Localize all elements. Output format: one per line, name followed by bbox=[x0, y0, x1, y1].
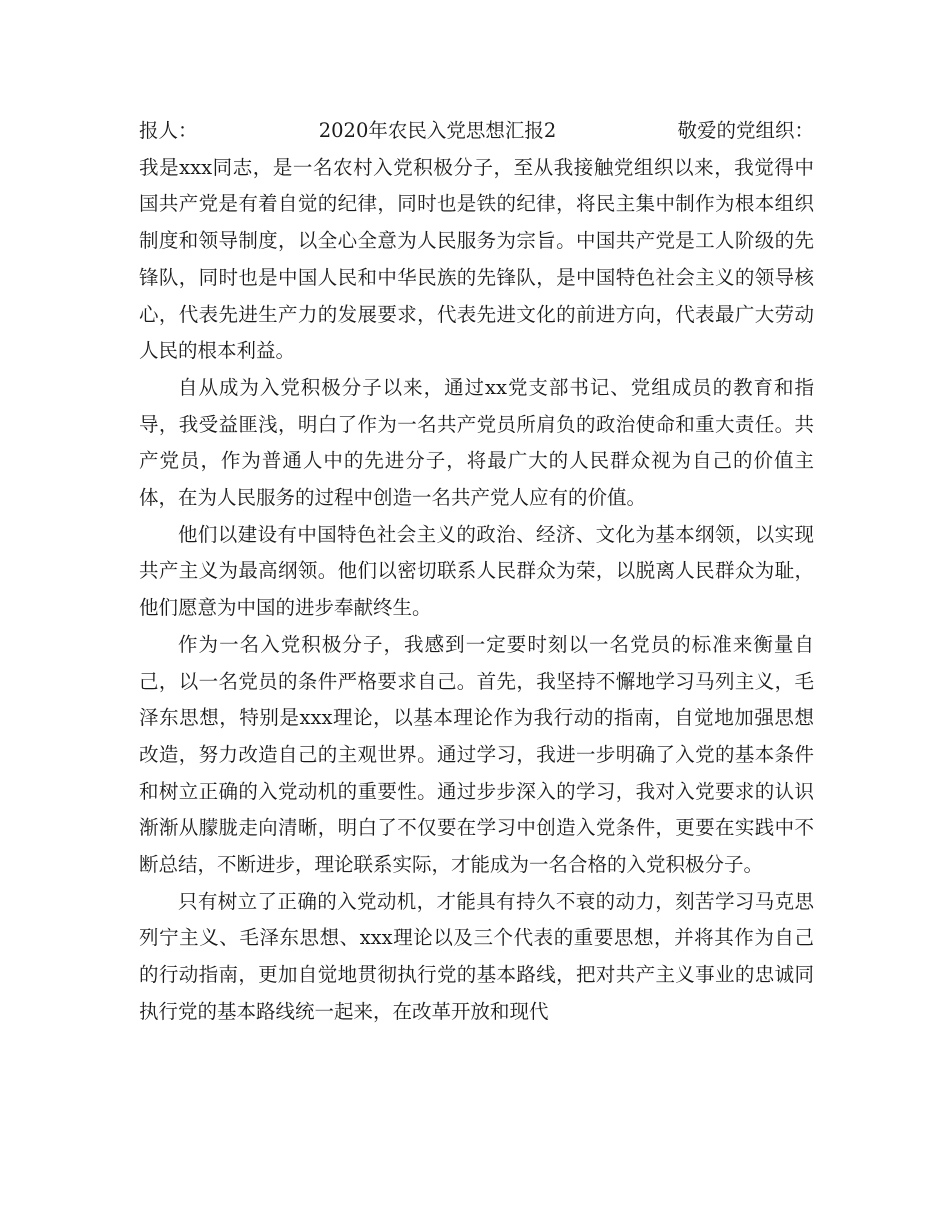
header-line bbox=[139, 113, 814, 150]
paragraph-2: 自从成为入党积极分子以来，通过xx党支部书记、党组成员的教育和指导，我受益匪浅，明白了作为一名共产党员所肩负的政治使命和重大责任。共产党员，作为普通人中的先进分子，将最广大的人民群众视为自己的价值主体，在为人民服务的过程中创造一名共产党人应有的价值。 bbox=[139, 375, 814, 510]
document-title: 2020年农民入党思想汇报2 bbox=[318, 119, 557, 142]
salutation: 敬爱的党组织： bbox=[677, 119, 814, 142]
paragraph-4: 作为一名入党积极分子，我感到一定要时刻以一名党员的标准来衡量自己，以一名党员的条件严格要求自己。首先，我坚持不懈地学习马列主义，毛泽东思想，特别是xxx理论，以基本理论作为我行动的指南，自觉地加强思想改造，努力改造自己的主观世界。通过学习，我进一步明确了入党的基本条件和树立正确的入党动机的重要性。通过步步深入的学习，我对入党要求的认识渐渐从朦胧走向清晰，明白了不仅要在学习中创造入党条件，更要在实践中不断总结，不断进步，理论联系实际，才能成为一名合格的入党积极分子。 bbox=[139, 632, 814, 877]
paragraph-3: 他们以建设有中国特色社会主义的政治、经济、文化为基本纲领，以实现共产主义为最高纲领。他们以密切联系人民群众为荣，以脱离人民群众为耻，他们愿意为中国的进步奉献终生。 bbox=[139, 522, 814, 620]
paragraph-1: 我是xxx同志，是一名农村入党积极分子，至从我接触党组织以来，我觉得中国共产党是有着自觉的纪律，同时也是铁的纪律，将民主集中制作为根本组织制度和领导制度，以全心全意为人民服务为宗旨。中国共产党是工人阶级的先锋队，同时也是中国人民和中华民族的先锋队，是中国特色社会主义的领导核心，代表先进生产力的发展要求，代表先进文化的前进方向，代表最广大劳动人民的根本利益。 bbox=[139, 155, 814, 363]
reporter-label: 报人： bbox=[139, 119, 198, 142]
document-body bbox=[139, 113, 814, 1031]
paragraph-5: 只有树立了正确的入党动机，才能具有持久不衰的动力，刻苦学习马克思列宁主义、毛泽东思想、xxx理论以及三个代表的重要思想，并将其作为自己的行动指南，更加自觉地贯彻执行党的基本路线，把对共产主义事业的忠诚同执行党的基本路线统一起来，在改革开放和现代 bbox=[139, 889, 814, 1023]
